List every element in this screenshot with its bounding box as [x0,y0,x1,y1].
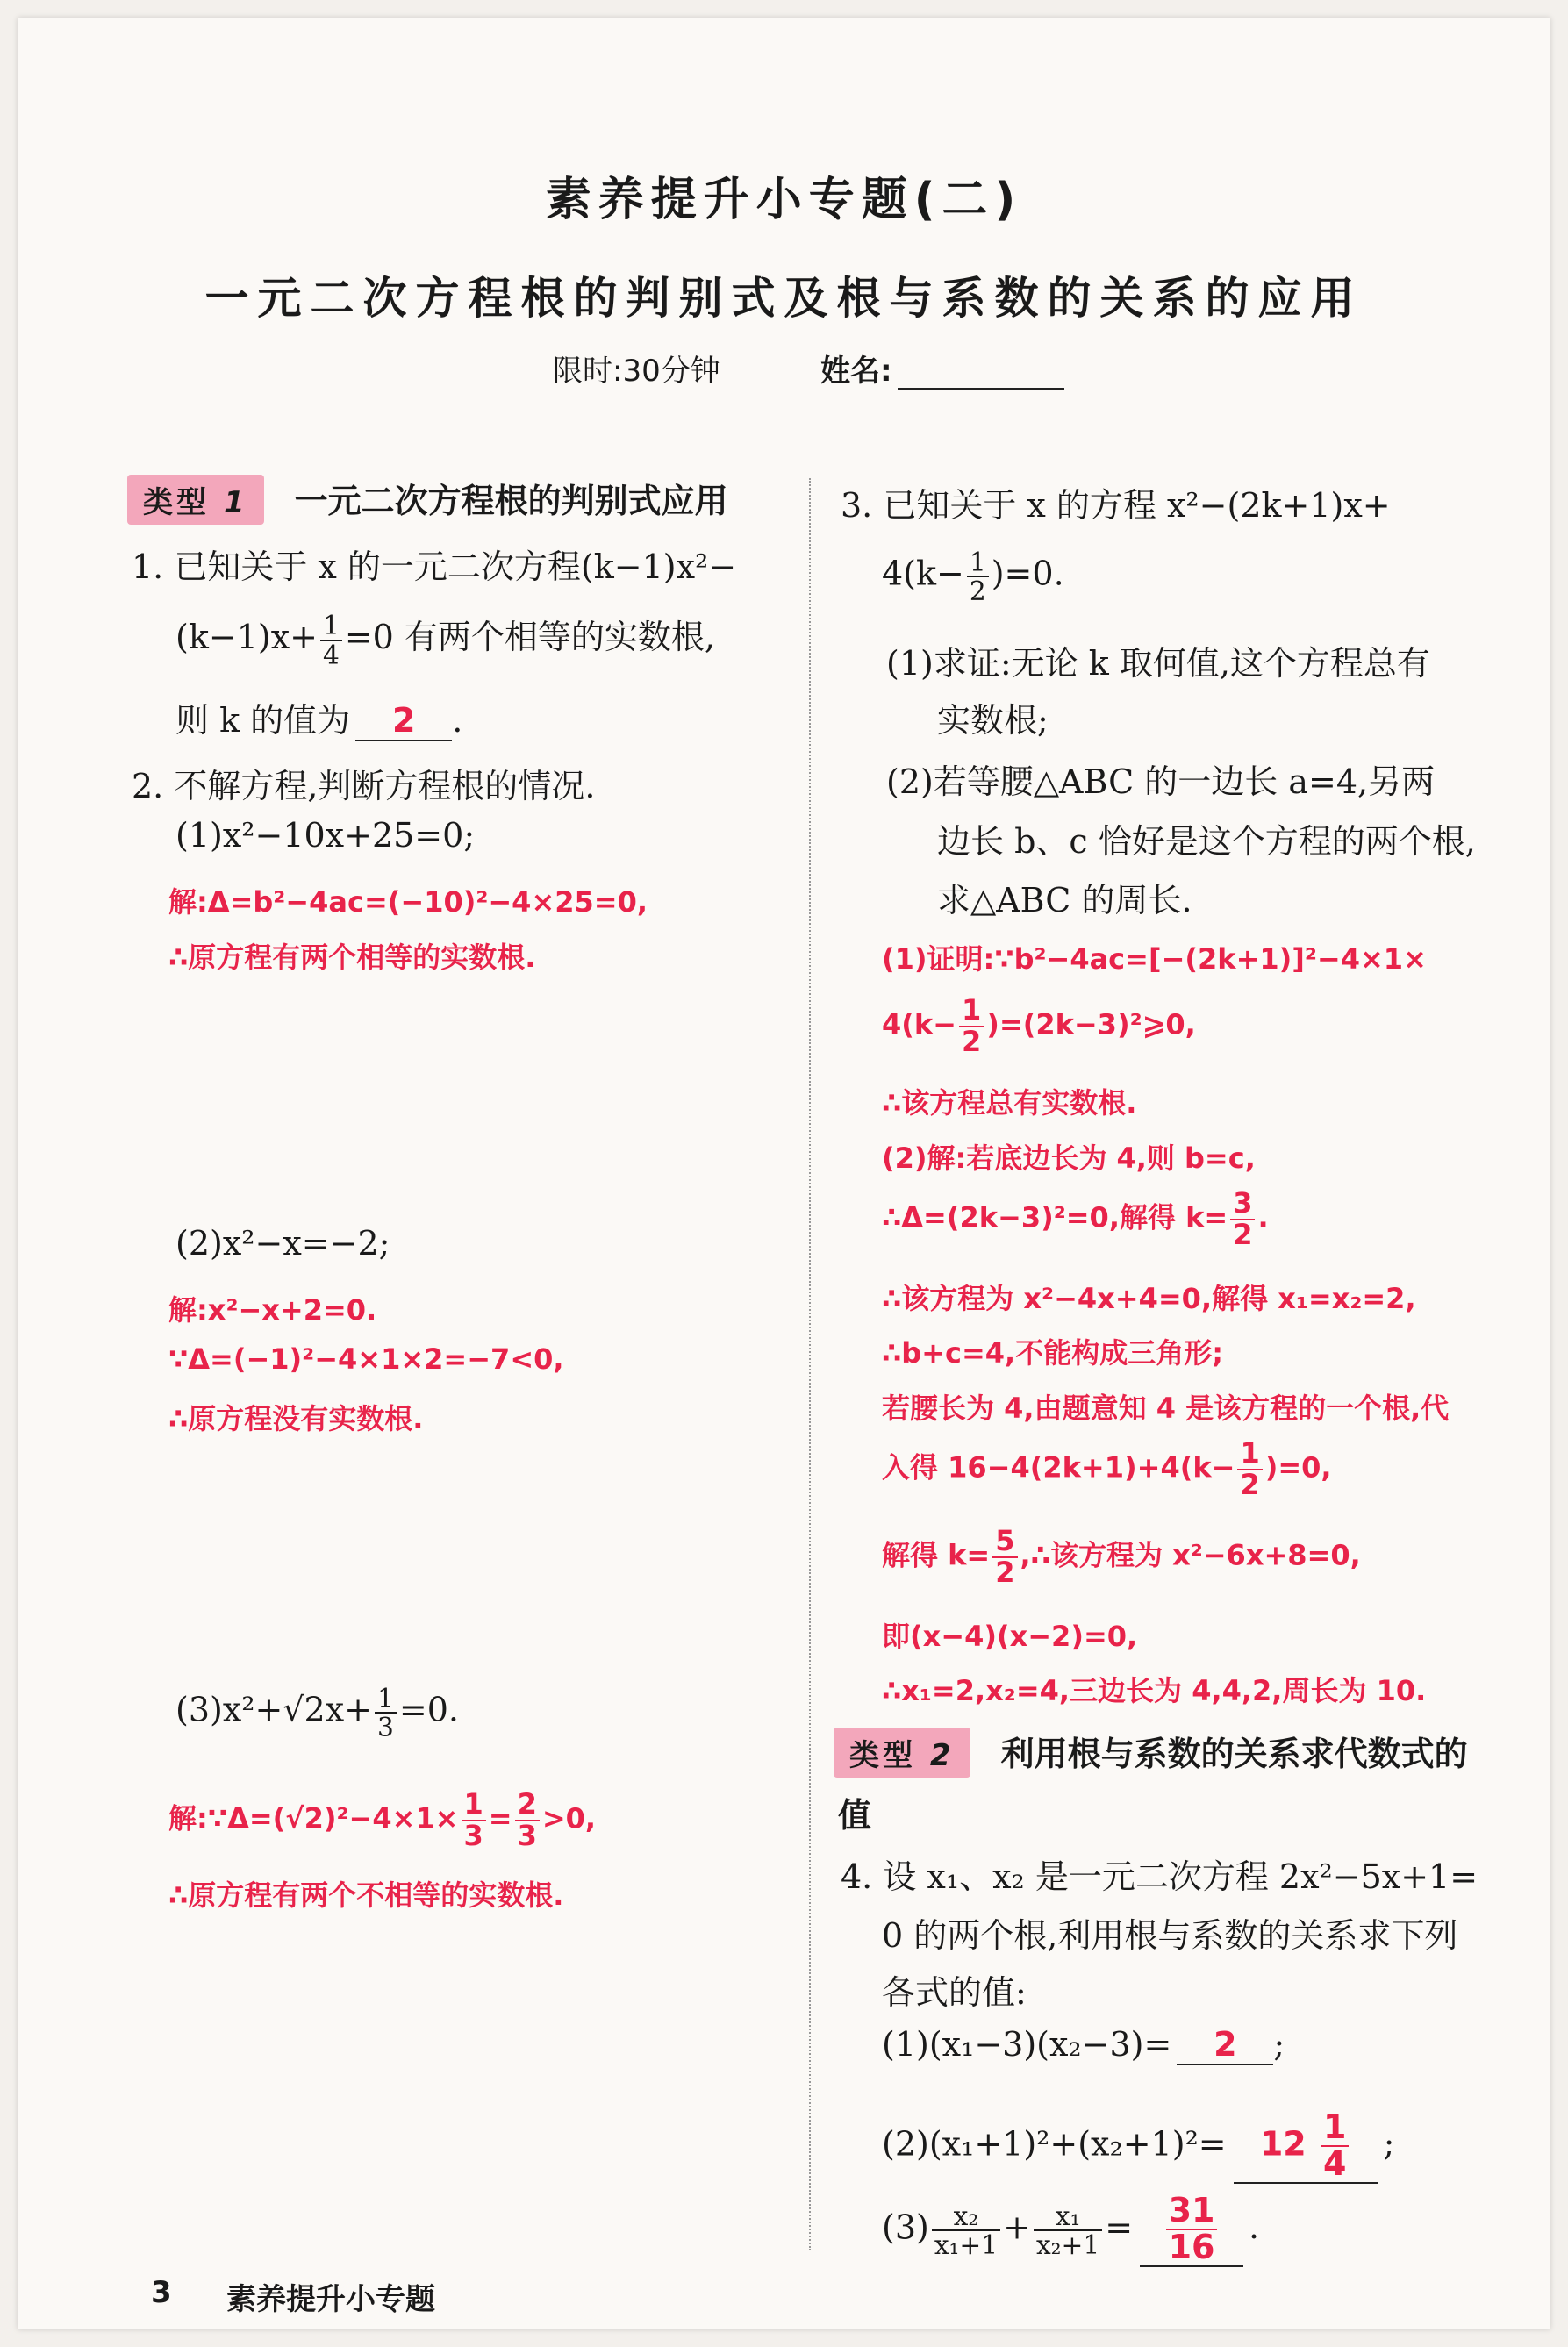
q3-answer-line1: (1)证明:∵b²−4ac=[−(2k+1)]²−4×1× [882,942,1427,976]
q1-line2: (k−1)x+ $\frac{1}{4}$ =0 有两个相等的实数根, [175,610,716,670]
type2-badge: 类型 2 [834,1728,970,1778]
q3-part2-line1: (2)若等腰△ABC 的一边长 a=4,另两 [886,762,1436,801]
q3-answer-line8: 若腰长为 4,由题意知 4 是该方程的一个根,代 [882,1392,1450,1425]
time-limit: 限时:30分钟 [553,354,720,389]
q4-part3-answer[interactable]: $\frac{31}{16}$ [1140,2193,1243,2267]
q2-part3: (3)x²+√2x+ $\frac{1}{3}$ =0. [175,1683,459,1743]
q3-answer-line7: ∴b+c=4,不能构成三角形; [882,1336,1223,1370]
q3-line2: 4(k− $\frac{1}{2}$ )=0. [882,547,1064,607]
name-blank[interactable] [898,358,1064,390]
q4-part1-answer[interactable]: 2 [1177,2025,1273,2065]
page [18,18,1550,2329]
q1-line1: 1. 已知关于 x 的一元二次方程(k−1)x²− [132,547,737,586]
q3-answer-line11: 即(x−4)(x−2)=0, [882,1620,1138,1653]
q4-part1: (1)(x₁−3)(x₂−3)= 2 ; [882,2025,1285,2064]
q4-part2-answer[interactable]: 12 $\frac{1}{4}$ [1234,2101,1378,2184]
q3-answer-line6: ∴该方程为 x²−4x+4=0,解得 x₁=x₂=2, [882,1282,1416,1315]
name-field[interactable] [820,347,1064,390]
q3-part2-line2: 边长 b、c 恰好是这个方程的两个根, [937,822,1476,861]
q2-part2: (2)x²−x=−2; [175,1224,390,1263]
page-title: 素养提升小专题(二) [545,174,1023,226]
q4-part2: (2)(x₁+1)²+(x₂+1)²= 12 $\frac{1}{4}$ ; [882,2101,1394,2184]
type2-title-line1: 利用根与系数的关系求代数式的 [1000,1735,1468,1773]
q2-part1-answer-line1: 解:Δ=b²−4ac=(−10)²−4×25=0, [168,885,648,919]
q1-line3: 则 k 的值为 2 . [175,701,463,740]
q2-stem: 2. 不解方程,判断方程根的情况. [132,767,596,805]
q2-part2-answer-line2: ∵Δ=(−1)²−4×1×2=−7<0, [168,1342,564,1376]
q2-part2-answer-line3: ∴原方程没有实数根. [168,1402,424,1435]
q2-part3-answer-line2: ∴原方程有两个不相等的实数根. [168,1878,564,1912]
q3-answer-line5: ∴Δ=(2k−3)²=0,解得 k= $\frac{3}{2}$ . [882,1186,1269,1251]
name-label: 姓名: [820,354,892,389]
type1-title: 一元二次方程根的判别式应用 [294,482,728,520]
q3-answer-line3: ∴该方程总有实数根. [882,1086,1137,1120]
q3-answer-line4: (2)解:若底边长为 4,则 b=c, [882,1141,1256,1175]
q3-answer-line2: 4(k− $\frac{1}{2}$ )=(2k−3)²⩾0, [882,993,1196,1058]
q3-answer-line12: ∴x₁=2,x₂=4,三边长为 4,4,2,周长为 10. [882,1674,1427,1707]
q3-part2-line3: 求△ABC 的周长. [937,881,1192,919]
page-number: 3 [151,2275,172,2310]
q4-line1: 4. 设 x₁、x₂ 是一元二次方程 2x²−5x+1= [841,1857,1479,1896]
q3-answer-line9: 入得 16−4(2k+1)+4(k− $\frac{1}{2}$ )=0, [882,1436,1332,1501]
type2-header [834,1727,1468,1778]
q4-part3: (3) $\frac{\text{x₂}}{\text{x₁+1}}$ + $\frac{\text{x₁}}{\text{x₂+1}}$ = $\frac{31}{16}$ . [882,2191,1260,2266]
q2-part1-answer-line2: ∴原方程有两个相等的实数根. [168,941,536,974]
q2-part3-answer-line1: 解:∵Δ=(√2)²−4×1× $\frac{1}{3}$ = $\frac{2}{3}$ >0, [168,1787,597,1852]
q3-part1-line2: 实数根; [937,701,1049,740]
q1-answer[interactable]: 2 [355,701,452,741]
q4-line3: 各式的值: [882,1973,1027,2012]
q2-part2-answer-line1: 解:x²−x+2=0. [168,1293,377,1327]
type1-header [127,474,728,525]
type1-badge: 类型 1 [127,475,264,525]
q3-answer-line10: 解得 k= $\frac{5}{2}$ ,∴该方程为 x²−6x+8=0, [882,1524,1361,1589]
type2-title-line2: 值 [838,1796,872,1835]
q4-line2: 0 的两个根,利用根与系数的关系求下列 [882,1916,1458,1955]
footer-section: 素养提升小专题 [226,2282,435,2317]
page-subtitle: 一元二次方程根的判别式及根与系数的关系的应用 [204,273,1364,324]
q3-part1-line1: (1)求证:无论 k 取何值,这个方程总有 [886,644,1430,683]
q3-line1: 3. 已知关于 x 的方程 x²−(2k+1)x+ [841,486,1391,525]
q2-part1: (1)x²−10x+25=0; [175,816,476,855]
column-divider [809,478,811,2250]
